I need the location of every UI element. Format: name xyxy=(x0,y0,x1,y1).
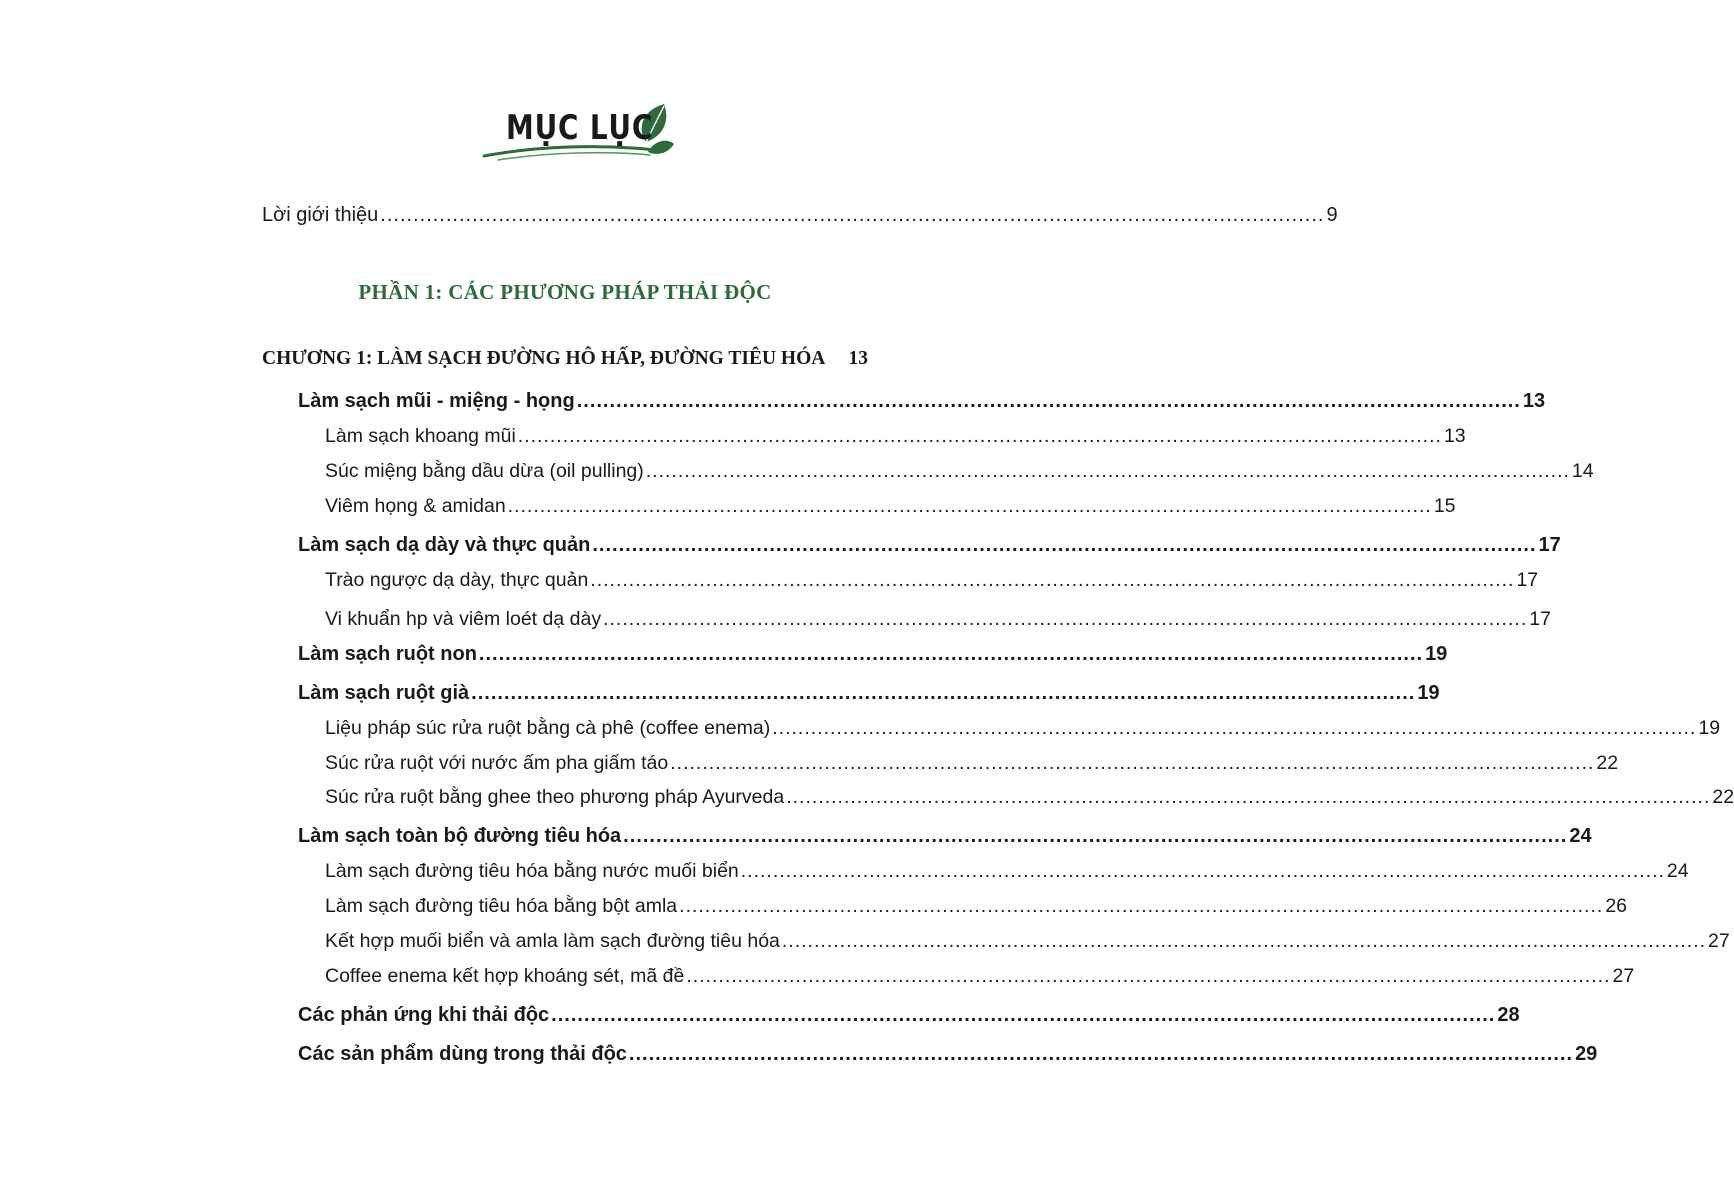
entry-page: 27 xyxy=(1612,965,1635,987)
dot-leader: ................................................................................................................................................ xyxy=(786,786,1711,808)
entry-label: Các sản phẩm dùng trong thải độc xyxy=(298,1043,627,1065)
dot-leader: ................................................................................................................................................ xyxy=(781,930,1707,952)
dot-leader: ................................................................................................................................................ xyxy=(576,390,1521,412)
entry-page: 19 xyxy=(1417,682,1440,704)
entry-page: 19 xyxy=(1698,717,1721,739)
toc-entry[interactable] xyxy=(325,713,1721,743)
entry-label: Kết hợp muối biển và amla làm sạch đường tiêu hóa xyxy=(325,930,780,952)
dot-leader: ................................................................................................................................................ xyxy=(679,895,1604,917)
entry-page: 17 xyxy=(1538,534,1561,556)
toc-entry[interactable] xyxy=(325,748,1619,778)
entry-page: 22 xyxy=(1712,786,1734,808)
toc-entry[interactable] xyxy=(325,421,1466,451)
entry-label: Súc miệng bằng dầu dừa (oil pulling) xyxy=(325,460,644,482)
toc-entry[interactable] xyxy=(325,961,1635,991)
toc-entry[interactable] xyxy=(325,565,1539,595)
toc-entry[interactable] xyxy=(298,1039,1598,1069)
dot-leader: ................................................................................................................................................ xyxy=(471,682,1416,704)
entry-label: Liệu pháp súc rửa ruột bằng cà phê (coffee enema) xyxy=(325,717,771,739)
dot-leader: ................................................................................................................................................ xyxy=(603,608,1528,630)
dot-leader: ................................................................................................................................................ xyxy=(507,495,1432,517)
entry-label: Lời giới thiệu xyxy=(262,204,379,226)
dot-leader: ................................................................................................................................................ xyxy=(551,1004,1496,1026)
toc-entry[interactable] xyxy=(325,926,1730,956)
toc-entry[interactable] xyxy=(298,530,1561,560)
toc-entry[interactable] xyxy=(298,386,1546,416)
entry-page: 24 xyxy=(1666,860,1689,882)
toc-entry-intro[interactable] xyxy=(262,200,1338,230)
dot-leader: ................................................................................................................................................ xyxy=(686,965,1611,987)
entry-page: 17 xyxy=(1529,608,1551,630)
entry-page: 29 xyxy=(1575,1043,1598,1065)
entry-label: Viêm họng & amidan xyxy=(325,495,506,517)
entry-label: Súc rửa ruột bằng ghee theo phương pháp Ayurveda xyxy=(325,786,785,808)
toc-entry[interactable] xyxy=(298,1000,1520,1030)
entry-page: 24 xyxy=(1569,825,1592,847)
dot-leader: ................................................................................................................................................ xyxy=(517,425,1442,447)
entry-page: 15 xyxy=(1433,495,1456,517)
entry-label: Làm sạch toàn bộ đường tiêu hóa xyxy=(298,825,622,847)
chapter-page: 13 xyxy=(848,348,868,369)
dot-leader: ................................................................................................................................................ xyxy=(592,534,1537,556)
entry-page: 26 xyxy=(1605,895,1628,917)
entry-label: Làm sạch đường tiêu hóa bằng bột amla xyxy=(325,895,678,917)
chapter-label: CHƯƠNG 1: LÀM SẠCH ĐƯỜNG HÔ HẤP, ĐƯỜNG TIÊU HÓA xyxy=(262,348,826,369)
dot-leader: ................................................................................................................................................ xyxy=(772,717,1697,739)
entry-page: 22 xyxy=(1596,752,1619,774)
entry-page: 9 xyxy=(1326,204,1338,226)
entry-page: 13 xyxy=(1522,390,1546,412)
entry-page: 14 xyxy=(1571,460,1594,482)
dot-leader: ................................................................................................................................................ xyxy=(670,752,1595,774)
entry-page: 13 xyxy=(1443,425,1466,447)
entry-page: 27 xyxy=(1708,930,1730,952)
entry-page: 19 xyxy=(1425,643,1448,665)
toc-entry[interactable] xyxy=(325,856,1689,886)
chapter-heading[interactable] xyxy=(262,348,868,370)
dot-leader: ................................................................................................................................................ xyxy=(645,460,1570,482)
toc-entry[interactable] xyxy=(325,456,1594,486)
toc-entry[interactable] xyxy=(325,604,1551,634)
dot-leader: ................................................................................................................................................ xyxy=(590,569,1515,591)
toc-entry[interactable] xyxy=(298,639,1448,669)
toc-entry[interactable] xyxy=(298,678,1440,708)
entry-label: Làm sạch khoang mũi xyxy=(325,425,516,447)
toc-entry[interactable] xyxy=(325,782,1734,812)
dot-leader: ................................................................................................................................................ xyxy=(380,204,1325,226)
toc-entry[interactable] xyxy=(325,891,1628,921)
entry-page: 17 xyxy=(1516,569,1539,591)
entry-label: Làm sạch dạ dày và thực quản xyxy=(298,534,591,556)
toc-entry[interactable] xyxy=(298,821,1592,851)
dot-leader: ................................................................................................................................................ xyxy=(623,825,1568,847)
part-heading: PHẦN 1: CÁC PHƯƠNG PHÁP THẢI ĐỘC xyxy=(358,280,772,304)
entry-label: Làm sạch ruột non xyxy=(298,643,477,665)
entry-label: Làm sạch ruột già xyxy=(298,682,470,704)
page-title: MỤC LỤC xyxy=(506,108,654,148)
entry-label: Súc rửa ruột với nước ấm pha giấm táo xyxy=(325,752,669,774)
entry-label: Vi khuẩn hp và viêm loét dạ dày xyxy=(325,608,602,630)
dot-leader: ................................................................................................................................................ xyxy=(628,1043,1574,1065)
dot-leader: ................................................................................................................................................ xyxy=(478,643,1424,665)
entry-page: 28 xyxy=(1497,1004,1520,1026)
dot-leader: ................................................................................................................................................ xyxy=(740,860,1665,882)
entry-label: Trào ngược dạ dày, thực quản xyxy=(325,569,589,591)
entry-label: Làm sạch đường tiêu hóa bằng nước muối biển xyxy=(325,860,739,882)
entry-label: Các phản ứng khi thải độc xyxy=(298,1004,550,1026)
entry-label: Làm sạch mũi - miệng - họng xyxy=(298,390,575,412)
title-block xyxy=(478,100,678,170)
entry-label: Coffee enema kết hợp khoáng sét, mã đề xyxy=(325,965,685,987)
toc-entry[interactable] xyxy=(325,491,1456,521)
